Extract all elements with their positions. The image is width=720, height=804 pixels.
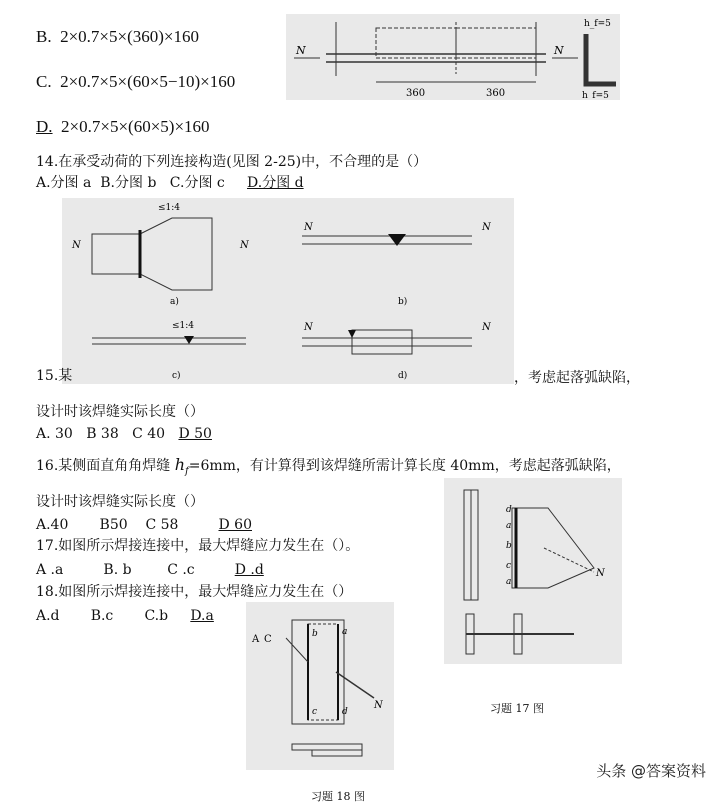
- option-letter: C.: [36, 72, 52, 91]
- force-label: N: [72, 240, 81, 251]
- point-label: a: [342, 627, 348, 637]
- force-label-left: N: [296, 44, 306, 57]
- force-label: N: [482, 222, 491, 233]
- q15-stem-end: ，考虑起落弧缺陷，: [514, 370, 640, 386]
- stem-part: =6mm，有计算得到该焊缝所需计算长度 40mm，考虑起落弧缺陷，: [188, 458, 621, 474]
- force-label: N: [304, 222, 313, 233]
- subfig-b: b): [398, 297, 408, 307]
- option-a: A .a: [36, 562, 64, 578]
- q17-figure-drawing: [444, 478, 622, 664]
- dim-left: 360: [406, 88, 426, 99]
- q17-options: [36, 561, 264, 579]
- math-subscript: f: [185, 465, 189, 477]
- q18-figure-caption: 习题 18 图: [311, 790, 365, 803]
- q14-figure: [62, 198, 514, 384]
- subfig-a: a): [170, 297, 179, 307]
- point-label: c: [506, 561, 512, 571]
- hf-top-label: h_f=5: [584, 19, 611, 29]
- point-label: d: [342, 707, 348, 717]
- q18-figure-drawing: [246, 602, 394, 770]
- option-d: D.分图 d: [247, 175, 304, 191]
- q14-figure-drawing: [62, 198, 514, 384]
- option-c: C.b: [144, 608, 169, 624]
- option-d: D 60: [218, 517, 252, 533]
- subfig-c: c): [172, 371, 181, 381]
- q13-option-c: [36, 73, 235, 91]
- point-label: d: [506, 505, 512, 515]
- point-label: a: [506, 521, 512, 531]
- q18-figure: [246, 602, 394, 770]
- q13-figure-drawing: [286, 14, 620, 100]
- option-letter: D.: [36, 117, 53, 136]
- slope-label-bottom: ≤1:4: [172, 321, 195, 331]
- hf-bottom-label: h_f=5: [582, 91, 609, 100]
- option-d: D .d: [234, 562, 264, 578]
- q13-option-b: [36, 28, 199, 46]
- q18-options: [36, 607, 214, 625]
- force-label: N: [482, 322, 491, 333]
- force-label: N: [374, 700, 383, 711]
- force-label: N: [240, 240, 249, 251]
- force-label: N: [596, 568, 605, 579]
- option-expression: 2×0.7×5×(60×5)×160: [61, 117, 210, 136]
- option-a: A.分图 a: [36, 175, 92, 191]
- dim-right: 360: [486, 88, 506, 99]
- option-c: C .c: [167, 562, 195, 578]
- q14-stem: 14.在承受动荷的下列连接构造(见图 2-25)中，不合理的是（）: [36, 154, 428, 170]
- q13-figure: [286, 14, 620, 100]
- option-letter: B.: [36, 27, 52, 46]
- subfig-d: d): [398, 371, 408, 381]
- q18-stem: 18.如图所示焊接连接中，最大焊缝应力发生在（）: [36, 584, 353, 600]
- option-a: A.d: [36, 608, 60, 624]
- slope-label-top: ≤1:4: [158, 203, 181, 213]
- math-symbol: h: [174, 455, 186, 474]
- option-d: D 50: [178, 426, 212, 442]
- option-expression: 2×0.7×5×(360)×160: [60, 27, 200, 46]
- q15-line2: 设计时该焊缝实际长度（）: [36, 404, 204, 420]
- q15-stem-start: 15.某: [36, 368, 73, 384]
- callout-label: C: [264, 634, 272, 645]
- q14-options: [36, 174, 304, 192]
- q13-option-d: [36, 118, 210, 136]
- option-a: A.40: [36, 517, 69, 533]
- option-b: B50: [99, 517, 128, 533]
- point-label: b: [312, 629, 318, 639]
- q17-figure: [444, 478, 622, 664]
- point-label: b: [506, 541, 512, 551]
- option-c: C.分图 c: [169, 175, 225, 191]
- option-d: D.a: [190, 608, 214, 624]
- option-expression: 2×0.7×5×(60×5−10)×160: [60, 72, 236, 91]
- q17-figure-caption: 习题 17 图: [490, 702, 544, 715]
- q16-options: [36, 516, 252, 534]
- point-label: c: [312, 707, 318, 717]
- q15-options: [36, 425, 212, 443]
- force-label: N: [304, 322, 313, 333]
- option-a: A. 30: [36, 426, 73, 442]
- option-b: B. b: [103, 562, 132, 578]
- callout-label: A: [252, 634, 260, 645]
- option-b: B.分图 b: [100, 175, 157, 191]
- option-c: C 40: [132, 426, 166, 442]
- option-b: B 38: [86, 426, 119, 442]
- option-b: B.c: [90, 608, 114, 624]
- force-label-right: N: [554, 44, 564, 57]
- stem-part: 16.某侧面直角角焊缝: [36, 458, 175, 474]
- point-label: a: [506, 577, 512, 587]
- option-c: C 58: [145, 517, 179, 533]
- watermark: 头条 @答案资料: [596, 762, 706, 780]
- q17-stem: 17.如图所示焊接连接中，最大焊缝应力发生在（）。: [36, 538, 360, 554]
- q16-line2: 设计时该焊缝实际长度（）: [36, 494, 204, 510]
